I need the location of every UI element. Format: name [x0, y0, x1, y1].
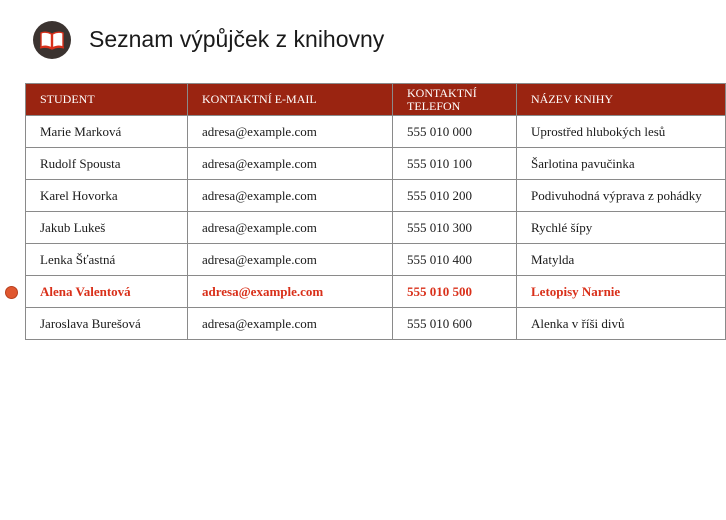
- cell-email: adresa@example.com: [188, 276, 393, 308]
- table-row: [26, 148, 726, 180]
- cell-phone: 555 010 400: [393, 244, 517, 276]
- table-row: [26, 180, 726, 212]
- cell-email: adresa@example.com: [188, 180, 393, 212]
- loans-table-container: [25, 83, 702, 341]
- table-row: [26, 212, 726, 244]
- cell-book: Rychlé šípy: [517, 212, 726, 244]
- column-header-phone: KONTAKTNÍ TELEFON: [393, 84, 517, 116]
- column-header-email: KONTAKTNÍ E-MAIL: [188, 84, 393, 116]
- cell-book: Letopisy Narnie: [517, 276, 726, 308]
- cell-student: Marie Marková: [26, 116, 188, 148]
- page-title: Seznam výpůjček z knihovny: [89, 26, 385, 52]
- cell-email: adresa@example.com: [188, 308, 393, 340]
- logo: [33, 21, 71, 59]
- cell-student: Alena Valentová: [26, 276, 188, 308]
- cell-student: Rudolf Spousta: [26, 148, 188, 180]
- cell-student: Jakub Lukeš: [26, 212, 188, 244]
- cell-book: Podivuhodná výprava z pohádky: [517, 180, 726, 212]
- table-row: [26, 116, 726, 148]
- column-header-student: STUDENT: [26, 84, 188, 116]
- cell-phone: 555 010 000: [393, 116, 517, 148]
- cell-phone: 555 010 500: [393, 276, 517, 308]
- cell-book: Uprostřed hlubokých lesů: [517, 116, 726, 148]
- cell-student: Jaroslava Burešová: [26, 308, 188, 340]
- selected-row-marker: [5, 286, 18, 299]
- cell-phone: 555 010 200: [393, 180, 517, 212]
- open-book-icon: [39, 30, 65, 50]
- cell-phone: 555 010 600: [393, 308, 517, 340]
- cell-email: adresa@example.com: [188, 148, 393, 180]
- table-header-row: [26, 84, 726, 116]
- cell-phone: 555 010 300: [393, 212, 517, 244]
- cell-student: Karel Hovorka: [26, 180, 188, 212]
- cell-book: Alenka v říši divů: [517, 308, 726, 340]
- cell-email: adresa@example.com: [188, 244, 393, 276]
- cell-phone: 555 010 100: [393, 148, 517, 180]
- cell-book: Matylda: [517, 244, 726, 276]
- table-row: [26, 308, 726, 340]
- table-row-highlighted: [26, 276, 726, 308]
- loans-table: [25, 83, 726, 340]
- cell-email: adresa@example.com: [188, 116, 393, 148]
- table-row: [26, 244, 726, 276]
- column-header-book: NÁZEV KNIHY: [517, 84, 726, 116]
- cell-student: Lenka Šťastná: [26, 244, 188, 276]
- cell-book: Šarlotina pavučinka: [517, 148, 726, 180]
- cell-email: adresa@example.com: [188, 212, 393, 244]
